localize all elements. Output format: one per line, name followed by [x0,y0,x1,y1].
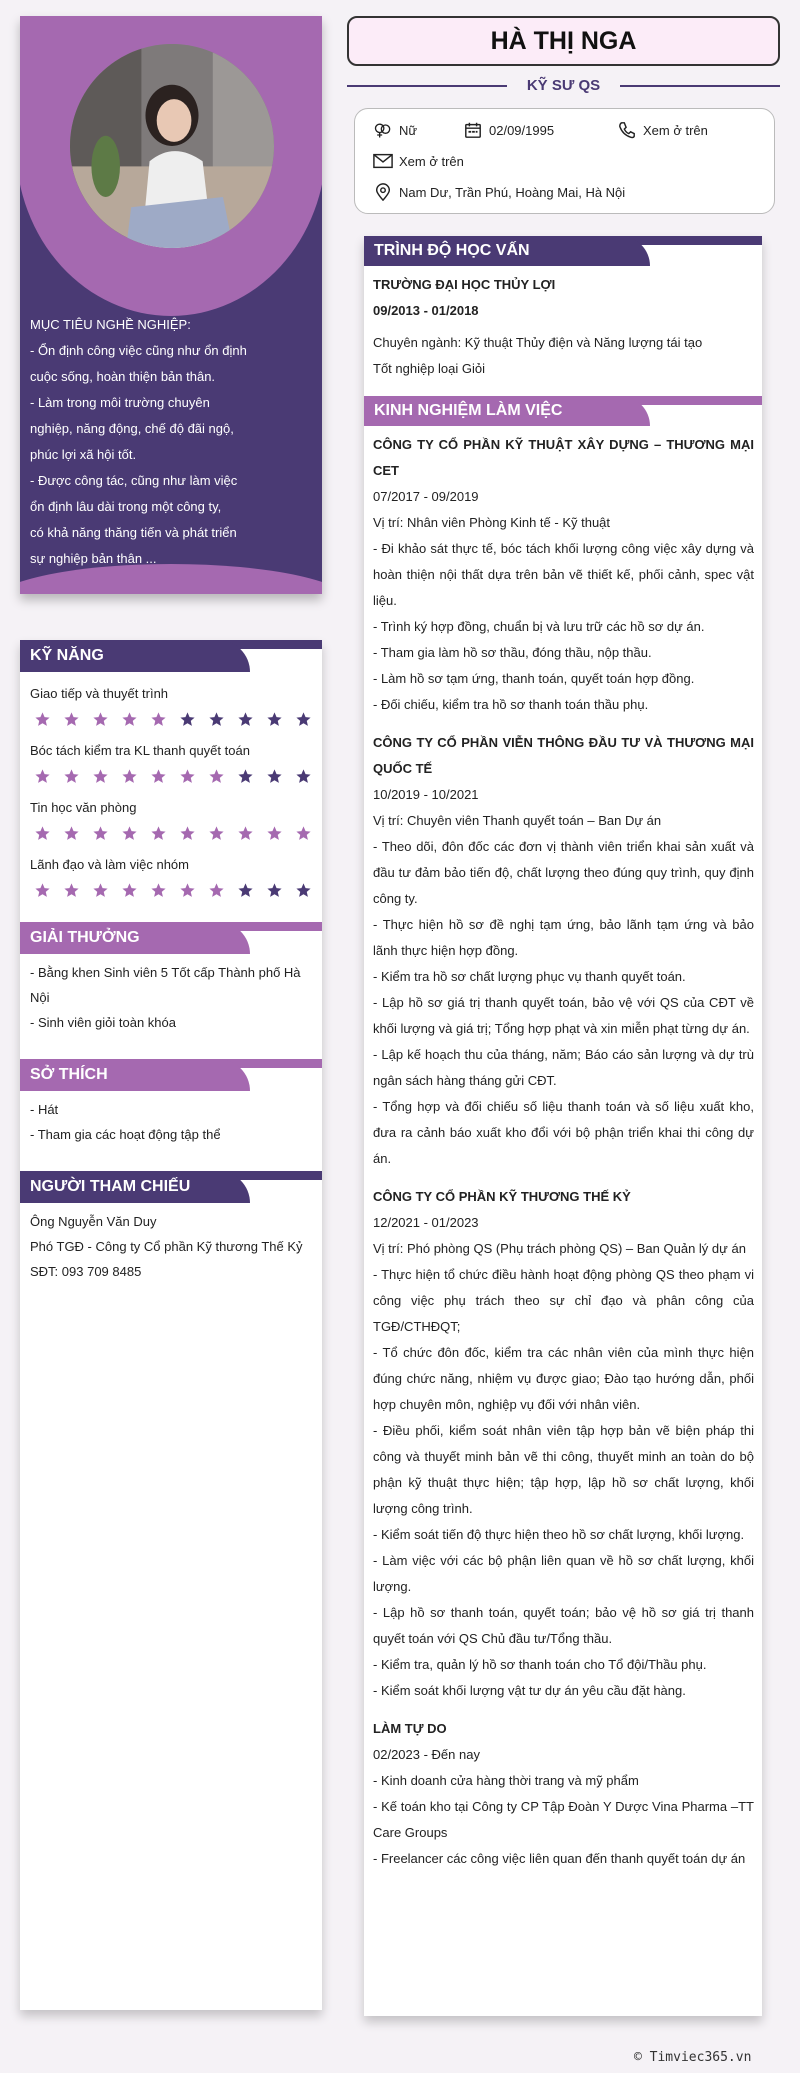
star-filled-icon [144,709,173,729]
dob-item [463,121,554,139]
star-filled-icon [115,709,144,729]
objective-line: phúc lợi xã hội tốt. [30,447,137,462]
profile-panel [20,16,322,594]
job-period: 07/2017 - 09/2019 [373,489,479,504]
objective-line: - Làm trong môi trường chuyên [30,395,210,410]
objective-line: - Được công tác, cũng như làm việc [30,473,238,488]
experience-header [364,396,762,426]
award-line: Nội [30,990,50,1005]
address-item [373,183,625,201]
experience-content [364,426,762,1872]
calendar-icon [463,121,483,139]
job-role: Vị trí: Nhân viên Phòng Kinh tế - Kỹ thuật [373,515,611,530]
star-filled-icon [86,880,115,900]
star-empty-icon [231,880,260,900]
star-filled-icon [173,823,202,843]
job-period: 10/2019 - 10/2021 [373,787,479,802]
job-duty: - Tổ chức đôn đốc, kiểm tra các nhân viên của mình thực hiện đúng chức năng, nhiệm vụ được giao; Đào tạo hướng dẫn, phối hợp chuyên môn, nghiệp vụ đối với nhân viên. [373,1345,754,1412]
star-empty-icon [289,709,318,729]
phone-icon [617,121,637,139]
objective-title: MỤC TIÊU NGHỀ NGHIỆP: [30,317,191,332]
gender-item [373,121,417,139]
star-filled-icon [57,880,86,900]
job-duty: - Kiểm soát khối lượng vật tư dự án yêu cầu đặt hàng. [373,1683,686,1698]
award-line: - Bằng khen Sinh viên 5 Tốt cấp Thành phố Hà [30,965,301,980]
email-value: Xem ở trên [399,153,464,169]
job-duty: - Làm hồ sơ tạm ứng, thanh toán, quyết toán hợp đồng. [373,671,695,686]
job-period: 12/2021 - 01/2023 [373,1215,479,1230]
job-duty: - Tham gia làm hồ sơ thầu, đóng thầu, nộp thầu. [373,645,652,660]
job-duty: - Thực hiện hồ sơ đề nghị tạm ứng, bảo lãnh tạm ứng và bảo lãnh thực hiện hợp đồng. [373,917,754,958]
job-duty: - Đi khảo sát thực tế, bóc tách khối lượng công việc xây dựng và hoàn thiện nội thất dựa trên bản vẽ thiết kế, phối cảnh, spec vật liệu. [373,541,754,608]
skill-name: Tin học văn phòng [30,800,137,815]
candidate-name: HÀ THỊ NGA [347,16,780,66]
star-filled-icon [144,766,173,786]
job-duty: - Kiểm tra, quản lý hồ sơ thanh toán cho Tổ đội/Thầu phụ. [373,1657,707,1672]
job-duty: - Lập kế hoạch thu của tháng, năm; Báo cáo sản lượng và dự trù ngân sách hàng tháng gửi CĐT. [373,1047,754,1088]
references-header [20,1171,322,1203]
star-filled-icon [57,709,86,729]
star-filled-icon [144,880,173,900]
reference-line: SĐT: 093 709 8485 [30,1264,142,1279]
star-filled-icon [260,823,289,843]
awards-header [20,922,322,954]
job-duty: - Kinh doanh cửa hàng thời trang và mỹ phẩm [373,1773,639,1788]
star-filled-icon [115,823,144,843]
star-filled-icon [28,766,57,786]
career-objective [30,312,315,572]
awards-title: GIẢI THƯỞNG [20,922,250,954]
address-value: Nam Dư, Trần Phú, Hoàng Mai, Hà Nội [399,184,626,200]
star-filled-icon [86,766,115,786]
skill-rating [28,880,322,900]
company-name: CÔNG TY CỔ PHẦN VIỄN THÔNG ĐẦU TƯ VÀ THƯƠNG MẠI QUỐC TẾ [373,735,754,776]
job-duty: - Làm việc với các bộ phận liên quan về hồ sơ chất lượng, khối lượng. [373,1553,754,1594]
skill-name: Bóc tách kiểm tra KL thanh quyết toán [30,743,250,758]
footer-watermark: © Timviec365.vn [634,2050,752,2065]
star-filled-icon [202,766,231,786]
hobbies-header [20,1059,322,1091]
skills-header [20,640,322,672]
skill-rating [28,766,322,786]
objective-line: cuộc sống, hoàn thiện bản thân. [30,369,216,384]
job-duty: - Kế toán kho tại Công ty CP Tập Đoàn Y Dược Vina Pharma –TT Care Groups [373,1799,754,1840]
star-empty-icon [231,766,260,786]
star-filled-icon [289,823,318,843]
star-empty-icon [231,709,260,729]
objective-line: ổn định lâu dài trong một công ty, [30,499,222,514]
star-filled-icon [231,823,260,843]
star-empty-icon [260,766,289,786]
star-filled-icon [173,880,202,900]
email-icon [373,152,393,170]
job-duty: - Freelancer các công việc liên quan đến thanh quyết toán dự án [373,1851,746,1866]
company-name: CÔNG TY CỔ PHẦN KỸ THƯƠNG THẾ KỶ [373,1189,631,1204]
education-line: Tốt nghiệp loại Giỏi [373,361,486,376]
star-filled-icon [115,880,144,900]
reference-line: Ông Nguyễn Văn Duy [30,1214,157,1229]
location-pin-icon [373,183,393,201]
job-duty: - Điều phối, kiểm soát nhân viên tập hợp bản vẽ biện pháp thi công và thuyết minh bản vẽ thi công, thuyết minh an toàn do bộ phận kỹ thuật thực hiện; tập hợp, lập hồ sơ chất lượng, khối lượng công trình. [373,1423,754,1516]
skills-title: KỸ NĂNG [20,640,250,672]
education-content [364,266,762,382]
star-empty-icon [260,709,289,729]
star-empty-icon [173,709,202,729]
email-item [373,152,464,170]
job-duty: - Lập hồ sơ thanh toán, quyết toán; bảo vệ hồ sơ giá trị thanh quyết toán với QS Chủ đầu tư/Tổng thầu. [373,1605,754,1646]
star-empty-icon [202,709,231,729]
skills-list [20,686,322,900]
avatar-photo [70,44,274,248]
company-name: CÔNG TY CỔ PHẦN KỸ THUẬT XÂY DỰNG – THƯƠNG MẠI CET [373,437,754,478]
company-name: LÀM TỰ DO [373,1721,447,1736]
education-title: TRÌNH ĐỘ HỌC VẤN [364,236,650,266]
gender-value: Nữ [399,122,418,138]
star-filled-icon [86,709,115,729]
awards-text [20,954,322,1035]
skill-name: Lãnh đạo và làm việc nhóm [30,857,189,872]
star-filled-icon [173,766,202,786]
job-duty: - Tổng hợp và đối chiếu số liệu thanh toán và số liệu xuất kho, đưa ra cảnh báo xuất kho đổi với bộ phận triển khai thi công dự án. [373,1099,754,1166]
objective-line: sự nghiệp bản thân ... [30,551,157,566]
position-title-line [347,76,780,96]
job-role: Vị trí: Chuyên viên Thanh quyết toán – Ban Dự án [373,813,662,828]
phone-item [617,121,708,139]
skill-rating [28,709,322,729]
skill-name: Giao tiếp và thuyết trình [30,686,169,701]
star-filled-icon [202,823,231,843]
reference-line: Phó TGĐ - Công ty Cổ phần Kỹ thương Thế Kỷ [30,1239,303,1254]
job-duty: - Lập hồ sơ giá trị thanh quyết toán, bảo vệ với QS của CĐT về khối lượng và giá trị; Tổng hợp phạt và xin miễn phạt từng dự án. [373,995,754,1036]
references-text [20,1203,322,1284]
left-sections [20,640,322,2010]
star-filled-icon [28,709,57,729]
education-period: 09/2013 - 01/2018 [373,303,479,318]
star-filled-icon [86,823,115,843]
job-duty: - Trình ký hợp đồng, chuẩn bị và lưu trữ các hồ sơ dự án. [373,619,705,634]
job-duty: - Kiểm tra hồ sơ chất lượng phục vụ thanh quyết toán. [373,969,686,984]
star-empty-icon [260,880,289,900]
star-filled-icon [57,766,86,786]
job-duty: - Kiểm soát tiến độ thực hiện theo hồ sơ chất lượng, khối lượng. [373,1527,745,1542]
position-title: KỸ SƯ QS [526,77,601,94]
personal-info [354,108,775,214]
education-line: Chuyên ngành: Kỹ thuật Thủy điện và Năng lượng tái tạo [373,335,703,350]
star-empty-icon [289,766,318,786]
job-role: Vị trí: Phó phòng QS (Phụ trách phòng QS) – Ban Quản lý dự án [373,1241,746,1256]
job-duty: - Thực hiện tổ chức điều hành hoạt động phòng QS theo phạm vi công việc phụ trách theo sự chỉ đạo và phân công của TGĐ/CTHĐQT; [373,1267,754,1334]
star-filled-icon [57,823,86,843]
main-content [364,236,762,2016]
gender-icon [373,121,393,139]
references-title: NGƯỜI THAM CHIẾU [20,1171,250,1203]
star-filled-icon [202,880,231,900]
job-duty: - Theo dõi, đôn đốc các đơn vị thành viên triển khai sản xuất và đầu tư đảm bảo tiến độ, chất lượng theo đúng quy trình, quy định công ty. [373,839,754,906]
hobby-line: - Hát [30,1102,59,1117]
dob-value: 02/09/1995 [489,122,555,138]
job-duty: - Đối chiếu, kiểm tra hồ sơ thanh toán thầu phụ. [373,697,649,712]
hobbies-title: SỞ THÍCH [20,1059,250,1091]
education-header [364,236,762,266]
objective-line: nghiệp, năng động, chế độ đãi ngộ, [30,421,234,436]
star-filled-icon [28,823,57,843]
star-empty-icon [289,880,318,900]
star-filled-icon [115,766,144,786]
objective-line: có khả năng thăng tiến và phát triển [30,525,237,540]
phone-value: Xem ở trên [643,122,708,138]
job-period: 02/2023 - Đến nay [373,1747,480,1762]
experience-title: KINH NGHIỆM LÀM VIỆC [364,396,650,426]
school-name: TRƯỜNG ĐẠI HỌC THỦY LỢI [373,277,556,292]
skill-rating [28,823,322,843]
avatar [70,44,274,248]
hobbies-text [20,1091,322,1147]
star-filled-icon [28,880,57,900]
hobby-line: - Tham gia các hoạt động tập thể [30,1127,221,1142]
star-filled-icon [144,823,173,843]
objective-line: - Ổn định công việc cũng như ổn định [30,343,247,358]
award-line: - Sinh viên giỏi toàn khóa [30,1015,176,1030]
